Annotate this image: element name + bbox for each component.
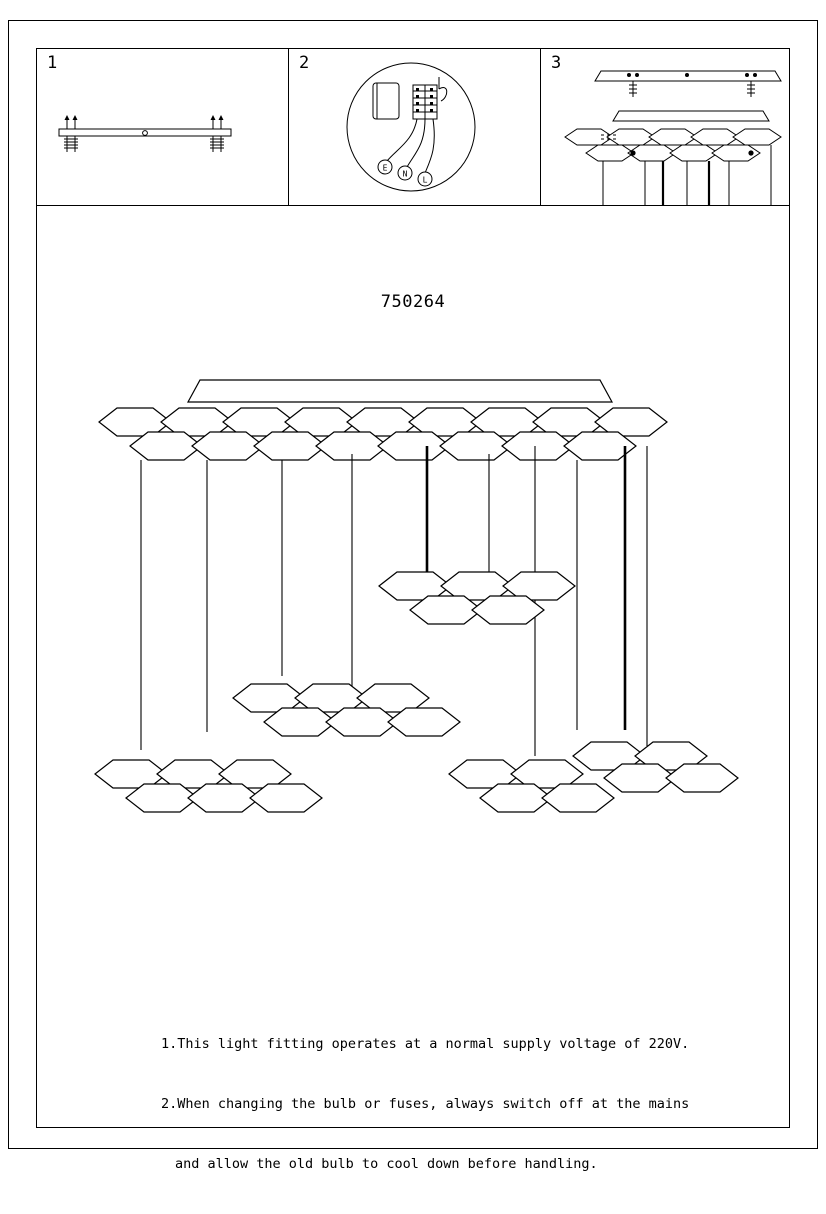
main-drawing-panel xyxy=(36,206,790,1172)
svg-text:N: N xyxy=(402,169,408,179)
pendant-cluster-middle xyxy=(233,684,460,736)
step-panel-1 xyxy=(37,49,289,205)
step-panels xyxy=(36,48,790,206)
ceiling-canopy xyxy=(188,380,612,402)
step-number-2: 2 xyxy=(299,53,310,73)
pendant-cluster-upper-right xyxy=(379,572,575,624)
product-assembly-drawing xyxy=(37,346,791,866)
svg-text:L: L xyxy=(422,175,428,185)
step-3-diagram xyxy=(541,49,793,206)
note-line-2: 2.When changing the bulb or fuses, always switch off at the mains xyxy=(161,1096,690,1112)
step-2-diagram xyxy=(289,49,540,206)
pendant-cluster-lower-right xyxy=(449,742,738,812)
model-code xyxy=(37,292,789,312)
step-1-diagram xyxy=(37,49,288,206)
step-number-3: 3 xyxy=(551,53,562,73)
top-honeycomb-cluster xyxy=(99,408,667,460)
safety-notes xyxy=(161,994,721,1214)
note-line-2-continued: and allow the old bulb to cool down before handling. xyxy=(175,1156,598,1172)
pendant-cluster-lower-left xyxy=(95,760,322,812)
step-panel-2 xyxy=(289,49,541,205)
note-line-1: 1.This light fitting operates at a normal supply voltage of 220V. xyxy=(161,1036,690,1052)
step-panel-3 xyxy=(541,49,793,205)
model-code-value: 750264 xyxy=(380,292,446,312)
step-number-1: 1 xyxy=(47,53,58,73)
svg-text:E: E xyxy=(382,163,388,173)
